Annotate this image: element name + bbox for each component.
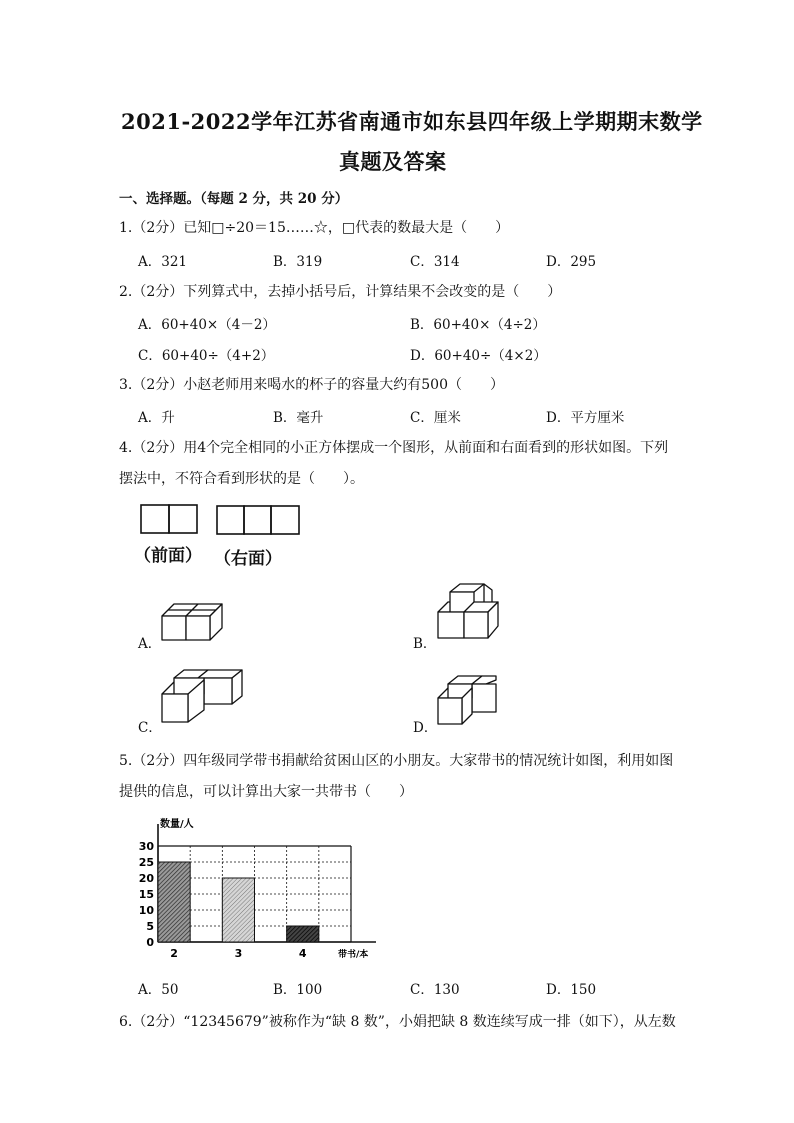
q4-option-b: B． xyxy=(413,636,437,652)
q4-option-c: C． xyxy=(138,720,162,736)
q5-stem-line1: 5.（2分）四年级同学带书捐献给贫困山区的小朋友。大家带书的情况统计如图，利用如图 xyxy=(119,753,674,769)
chart-y-axis-label: 数量/人 xyxy=(160,819,194,830)
q5-option-d: D．150 xyxy=(546,982,597,998)
q2-option-c: C．60+40÷（4+2） xyxy=(138,348,275,364)
chart-y-tick-label: 30 xyxy=(138,840,154,853)
chart-x-tick-label: 2 xyxy=(170,947,178,960)
chart-y-tick-label: 10 xyxy=(138,904,154,917)
chart-bar xyxy=(222,878,254,942)
q5-option-a: A．50 xyxy=(138,982,179,998)
q4-stem-line2: 摆法中，不符合看到形状的是（ ）。 xyxy=(119,471,364,487)
view-squares-figure xyxy=(138,502,308,540)
right-view-square-1 xyxy=(217,506,244,534)
q3-option-b: B．毫升 xyxy=(273,410,324,426)
right-view-label: （右面） xyxy=(214,549,282,569)
q2-option-b: B．60+40×（4÷2） xyxy=(410,317,546,333)
q5-option-b: B．100 xyxy=(273,982,323,998)
chart-y-tick-label: 20 xyxy=(138,872,154,885)
right-view-square-2 xyxy=(244,506,271,534)
chart-y-tick-label: 0 xyxy=(146,936,154,949)
q2-option-a: A．60+40×（4－2） xyxy=(138,317,276,333)
q3-option-c: C．厘米 xyxy=(410,410,461,426)
q4-stem-line1: 4.（2分）用4个完全相同的小正方体摆成一个图形，从前面和右面看到的形状如图。下列 xyxy=(119,440,669,456)
right-view-square-3 xyxy=(271,506,299,534)
q3-option-d: D．平方厘米 xyxy=(546,410,625,426)
q3-stem: 3.（2分）小赵老师用来喝水的杯子的容量大约有500（ ） xyxy=(119,377,504,393)
q5-stem-line2: 提供的信息，可以计算出大家一共带书（ ） xyxy=(119,784,413,800)
front-view-label: （前面） xyxy=(134,546,202,566)
q1-option-a: A．321 xyxy=(138,254,188,270)
chart-bar xyxy=(158,862,190,942)
front-view-square-2 xyxy=(169,505,197,533)
q1-option-b: B．319 xyxy=(273,254,323,270)
chart-bar xyxy=(287,926,319,942)
chart-y-tick-label: 25 xyxy=(138,856,154,869)
option-b-cubes-figure xyxy=(434,582,504,642)
q5-option-c: C．130 xyxy=(410,982,460,998)
chart-x-tick-label: 3 xyxy=(234,947,243,960)
q3-option-a: A．升 xyxy=(138,410,175,426)
q4-option-d: D． xyxy=(413,720,438,736)
chart-y-tick-label: 5 xyxy=(146,920,154,933)
q2-stem: 2.（2分）下列算式中，去掉小括号后，计算结果不会改变的是（ ） xyxy=(119,284,562,300)
front-view-square-1 xyxy=(141,505,169,533)
chart-y-tick-label: 15 xyxy=(138,888,154,901)
q2-option-d: D．60+40÷（4×2） xyxy=(410,348,547,364)
option-a-cubes-figure xyxy=(158,600,228,644)
option-c-cubes-figure xyxy=(158,666,248,728)
q4-option-a: A． xyxy=(138,636,162,652)
q6-stem: 6.（2分）“12345679”被称作为“缺 8 数”，小娟把缺 8 数连续写成一排（如下），从左数 xyxy=(119,1014,676,1030)
q1-stem: 1.（2分）已知□÷20＝15……☆，□代表的数最大是（ ） xyxy=(119,220,510,236)
option-d-cubes-figure xyxy=(434,672,504,728)
doc-title-line2: 真题及答案 xyxy=(339,149,447,174)
bar-chart xyxy=(136,814,386,964)
chart-x-tick-label: 4 xyxy=(298,947,307,960)
q1-option-c: C．314 xyxy=(410,254,460,270)
chart-x-axis-label: 带书/本 xyxy=(338,950,369,960)
section-heading: 一、选择题。（每题 2 分，共 20 分） xyxy=(119,191,349,207)
doc-title-line1: 2021-2022学年江苏省南通市如东县四年级上学期期末数学 xyxy=(121,109,703,134)
q1-option-d: D．295 xyxy=(546,254,597,270)
